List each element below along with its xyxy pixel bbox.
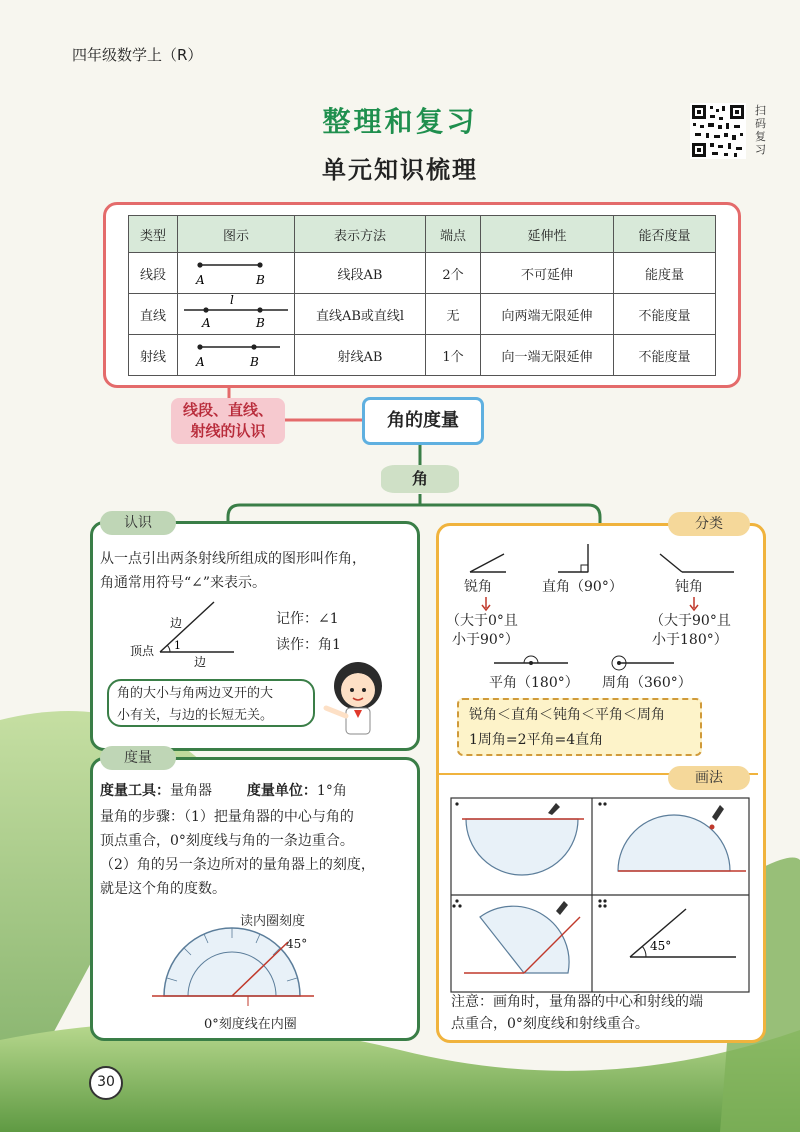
right-angle-label: 直角（90°） (542, 579, 623, 595)
cell-extension: 不可延伸 (481, 253, 614, 294)
tool-value: 量角器 (170, 783, 212, 799)
straight-angle-label: 平角（180°） (489, 675, 579, 691)
cell-method: 射线AB (295, 335, 426, 376)
obtuse-note-2: 小于180°） (652, 632, 728, 648)
angle-45-label: 45° (286, 937, 308, 951)
cell-endpoints: 1个 (426, 335, 481, 376)
relation-line-2: 1周角=2平角=4直角 (469, 732, 604, 748)
cell-measurable: 能度量 (614, 253, 716, 294)
col-measurable: 能否度量 (614, 216, 716, 253)
relation-line-1: 锐角＜直角＜钝角＜平角＜周角 (469, 707, 665, 723)
side-label: 边 (170, 616, 183, 630)
classify-label: 分类 (668, 512, 750, 536)
drawing-note-1: 注意：画角时，量角器的中心和射线的端 (451, 994, 703, 1010)
ray-figure (178, 335, 294, 371)
cell-type: 射线 (129, 335, 178, 376)
table-row (129, 294, 716, 335)
topic-line-1: 线段、直线、 (182, 401, 273, 419)
segment-figure (178, 253, 294, 289)
recognition-label: 认识 (100, 511, 176, 535)
zero-line-label: 0°刻度线在内圈 (204, 1017, 297, 1032)
obtuse-label: 钝角 (675, 579, 703, 595)
angle-definition-2: 角通常用符号“∠”来表示。 (100, 575, 267, 591)
book-header: 四年级数学上（R） (72, 46, 203, 64)
tool-label: 度量工具： (100, 783, 170, 799)
protractor-diagram (148, 922, 318, 1006)
notation-text: 记作：∠1 (276, 611, 339, 627)
angle-relation-box (457, 698, 702, 756)
topic-lines-node (171, 398, 285, 444)
cell-type: 线段 (129, 253, 178, 294)
cell-endpoints: 无 (426, 294, 481, 335)
cell-measurable: 不能度量 (614, 294, 716, 335)
col-figure: 图示 (178, 216, 295, 253)
label-b: B (256, 273, 265, 287)
topic-angle-measure-node: 角的度量 (362, 397, 484, 445)
label-a: A (196, 355, 205, 369)
measure-label: 度量 (100, 746, 176, 770)
measure-step-2: 顶点重合，0°刻度线与角的一条边重合。 (100, 833, 354, 849)
speech-bubble (107, 679, 315, 727)
measure-step-4: 就是这个角的度数。 (100, 881, 226, 897)
cell-type: 直线 (129, 294, 178, 335)
drawing-note-2: 点重合，0°刻度线和射线重合。 (451, 1016, 649, 1032)
topic-angle-node: 角 (381, 465, 459, 493)
acute-note-2: 小于90°） (452, 632, 519, 648)
angle-number-label: 1 (174, 639, 181, 652)
angle-diagram (130, 598, 250, 668)
col-extension: 延伸性 (481, 216, 614, 253)
table-row (129, 253, 716, 294)
obtuse-note-1: （大于90°且 (650, 613, 731, 629)
line-types-panel (103, 202, 741, 388)
angle-45-label: 45° (650, 939, 672, 953)
cell-method: 线段AB (295, 253, 426, 294)
table-header-row (129, 216, 716, 253)
page-title: 整理和复习 (322, 105, 478, 138)
cell-extension: 向一端无限延伸 (481, 335, 614, 376)
acute-note-1: （大于0°且 (446, 613, 518, 629)
measure-step-1: 量角的步骤：（1）把量角器的中心与角的 (100, 809, 354, 825)
qr-label: 扫码复习 (755, 104, 766, 156)
label-a: A (196, 273, 205, 287)
cell-measurable: 不能度量 (614, 335, 716, 376)
straight-full-angle-diagram (490, 647, 690, 671)
bubble-line-2: 小有关，与边的长短无关。 (117, 708, 274, 723)
unit-label: 度量单位： (246, 783, 317, 799)
topic-line-2: 射线的认识 (190, 422, 266, 440)
line-types-table (128, 215, 716, 376)
col-method: 表示方法 (295, 216, 426, 253)
vertex-label: 顶点 (130, 644, 155, 658)
cell-figure (178, 294, 295, 335)
unit-value: 1°角 (316, 783, 347, 799)
bubble-line-1: 角的大小与角两边叉开的大 (117, 686, 274, 701)
measure-step-3: （2）角的另一条边所对的量角器上的刻度， (100, 857, 375, 873)
qr-code-icon[interactable] (690, 103, 746, 159)
label-a: A (202, 316, 211, 330)
drawing-steps-grid (450, 797, 750, 993)
angle-definition-1: 从一点引出两条射线所组成的图形叫作角， (100, 551, 366, 567)
cell-figure (178, 335, 295, 376)
page-number: 30 (89, 1066, 123, 1100)
page-subtitle: 单元知识梳理 (322, 156, 478, 184)
col-endpoints: 端点 (426, 216, 481, 253)
cell-figure (178, 253, 295, 294)
full-angle-label: 周角（360°） (602, 675, 692, 691)
cell-extension: 向两端无限延伸 (481, 294, 614, 335)
reading-text: 读作：角1 (276, 637, 341, 653)
label-b: B (250, 355, 259, 369)
line-figure (178, 294, 294, 330)
drawing-label: 画法 (668, 766, 750, 790)
measure-tool-line (100, 779, 347, 803)
acute-label: 锐角 (464, 579, 492, 595)
girl-character-icon (318, 656, 392, 740)
cell-endpoints: 2个 (426, 253, 481, 294)
table-row (129, 335, 716, 376)
col-type: 类型 (129, 216, 178, 253)
side-label: 边 (194, 655, 207, 668)
inner-scale-label: 读内圈刻度 (240, 914, 306, 929)
label-l: l (230, 294, 234, 307)
label-b: B (256, 316, 265, 330)
cell-method: 直线AB或直线l (295, 294, 426, 335)
